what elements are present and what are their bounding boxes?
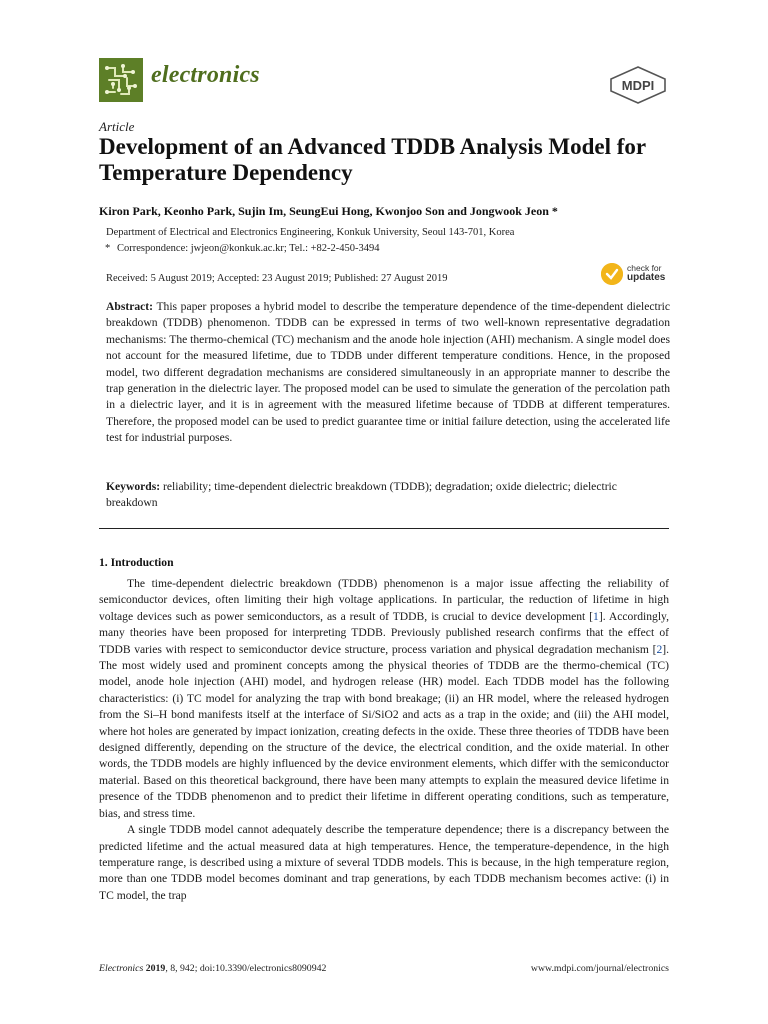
keywords <box>106 479 670 512</box>
paper-title: Development of an Advanced TDDB Analysis Model for Temperature Dependency <box>99 134 646 185</box>
correspondence <box>106 241 676 257</box>
publisher-logo-icon <box>609 66 667 104</box>
paragraph-text: The time-dependent dielectric breakdown (TDDB) phenomenon is a major issue affecting the reliability of semiconductor devices, often limiting their high voltage applications. In particular, the reduction of lifetime in high voltage devices such as power semiconductors, as a result of TDDB, is crucial to device development [ <box>99 577 669 623</box>
paragraph <box>99 576 669 822</box>
keywords-label: Keywords: <box>106 480 161 493</box>
publisher-name: MDPI <box>621 78 655 93</box>
footer-year: 2019 <box>145 963 166 974</box>
footer-url[interactable]: www.mdpi.com/journal/electronics <box>530 963 669 974</box>
section-divider <box>99 528 669 529</box>
abstract-label: Abstract: <box>106 300 154 313</box>
citation-link[interactable]: 1 <box>593 609 599 623</box>
keywords-text: reliability; time-dependent dielectric breakdown (TDDB); degradation; oxide dielectric; dielectric breakdown <box>106 480 617 510</box>
check-for-updates-badge[interactable] <box>601 263 671 289</box>
updates-line-2: updates <box>627 272 666 283</box>
article-type: Article <box>99 119 135 134</box>
abstract-text: This paper proposes a hybrid model to describe the temperature dependence of the time-dependent dielectric breakdown (TDDB) phenomenon. TDDB can be expressed in terms of two well-known representative degradation mechanisms: The thermo-chemical (TC) mechanism and the anode hole injection (AHI) mechanism. A single model does not account for the measured lifetime, due to TDDB under different temperature conditions. Hence, in the proposed model, two different degradation mechanisms are considered simultaneously in an appropriate manner to describe the trap generation in the dielectric layer. The proposed model can be used to simulate the generation of the percolation path in a dielectric layer, and it is in agreement with the measured lifetime because of TDDB at different temperatures. Therefore, the proposed model can be used to predict guarantee time or initial failure detection, using the accelerated life test for industrial purposes. <box>106 300 670 445</box>
footer-journal: Electronics <box>99 963 144 974</box>
footer-citation-rest: , 8, 942; doi:10.3390/electronics8090942 <box>165 963 327 974</box>
paragraph-text: ]. The most widely used and prominent concepts among the physical theories of TDDB are the thermo-chemical (TC) model, anode hole injection (AHI) model, and hydrogen release (HR) model. Each TDDB model has the following characteristics: (i) TC model for analyzing the trap with bond breakage; (ii) an HR model, where the released hydrogen from the Si–H bond manifests itself at the interface of Si/SiO2 and acts as a trap in the oxide; and (iii) the AHI model, where hot holes are generated by impact ionization, creating defects in the oxide. These three theories of TDDB have been designed differently, depending on the structure of the device, the electrical condition, and the oxide material. In other words, the TDDB models are highly influenced by the device environment elements, which differ with the semiconductor material. Based on this theoretical background, there have been many attempts to explain the measured device lifetime in presence of the TDDB phenomenon and to predict their lifetime in different operating conditions, such as temperature, bias, and stress time. <box>99 642 669 820</box>
author-list: Kiron Park, Keonho Park, Sujin Im, SeungEui Hong, Kwonjoo Son and Jongwook Jeon * <box>99 204 558 218</box>
publication-dates: Received: 5 August 2019; Accepted: 23 August 2019; Published: 27 August 2019 <box>106 273 448 284</box>
affiliation: Department of Electrical and Electronics Engineering, Konkuk University, Seoul 143-701, Korea <box>106 227 515 238</box>
check-updates-icon <box>601 263 623 285</box>
section-heading: 1. Introduction <box>99 556 174 569</box>
correspondence-marker: * <box>105 243 111 254</box>
journal-logo-icon <box>99 58 143 102</box>
abstract <box>106 299 670 447</box>
paragraph-text: ]. Accordingly, many theories have been proposed for interpreting TDDB. Previously published research confirms that the effect of TDDB varies with respect to semiconductor device structure, process variation and physical degradation mechanism [ <box>99 609 669 656</box>
body-text <box>99 576 669 904</box>
updates-line-1: check for <box>627 263 662 273</box>
footer-citation <box>99 963 326 974</box>
journal-name: electronics <box>151 62 260 88</box>
citation-link[interactable]: 2 <box>656 642 663 656</box>
check-updates-label <box>627 264 665 282</box>
correspondence-text: Correspondence: jwjeon@konkuk.ac.kr; Tel.: +82-2-450-3494 <box>117 243 380 254</box>
paragraph: A single TDDB model cannot adequately describe the temperature dependence; there is a discrepancy between the predicted lifetime and the actual measured data at high temperatures. Hence, the temperature-dependence, in the high temperature range, is described using a mixture of several TDDB models. This is because, in the high temperature region, more than one TDDB model becomes dominant and trap generations, by each TDDB mechanism becomes active: (i) in TC model, the trap <box>99 823 669 902</box>
